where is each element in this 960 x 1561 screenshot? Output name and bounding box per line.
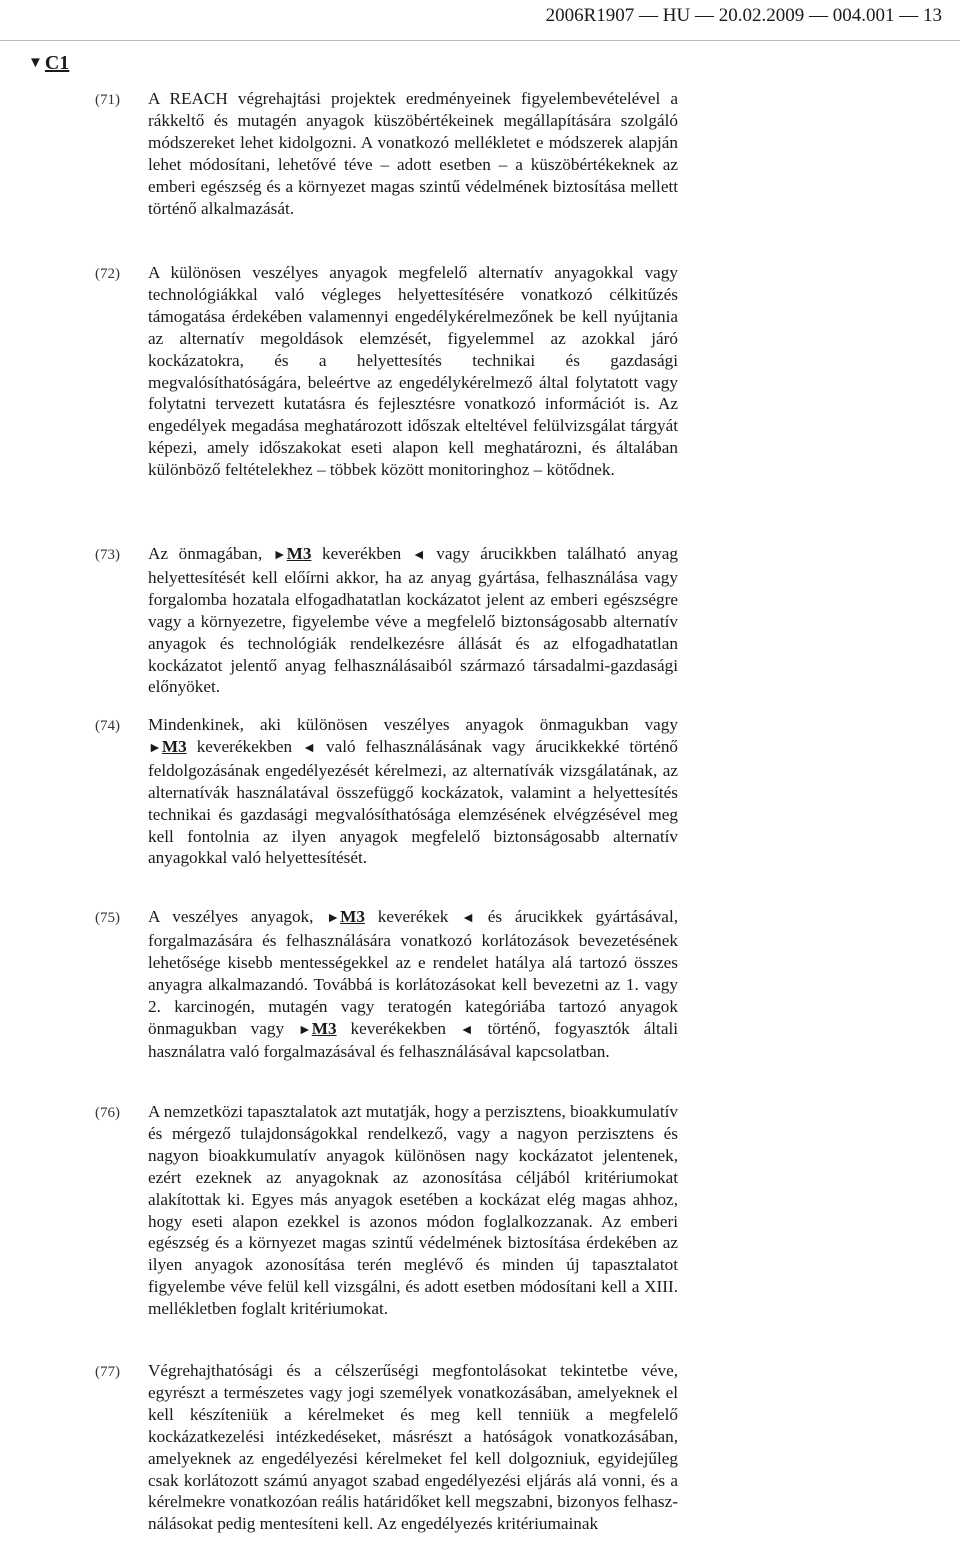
recital-text-segment: Mindenkinek, aki különösen veszélyes anyagok önmagukban vagy (148, 715, 678, 734)
recital-text (148, 906, 678, 1063)
recital-text (148, 88, 678, 219)
recital-number: (75) (95, 910, 120, 926)
amendment-end-icon: ◄ (461, 911, 475, 926)
recital-text-segment: A különösen veszélyes anyagok megfelelő alternatív anyagokkal vagy technológiákkal való végleges helyettesítésére vonatkozó célkitűzés támogatása érdekében valamennyi engedélykérelmezőnek be kell nyújtania az alternatív megoldások elemzését, figyelemmel az azokkal járó kockázatokra, és a helyettesítés technikai és gazdasági megvalósíthatóságára, beleértve az engedélykérelmező által folytatott vagy folytatni tervezett kutatásra és fejlesztésre vonatkozó információt is. Az engedélyek megadása meghatározott időszak elteltével felülvizsgálat tárgyát képezi, amely időszakokat eseti alapon kell meghatározni, és általában különböző feltételekhez – többek között monitoringhoz – kötődnek. (148, 263, 678, 480)
recital-text-segment: A veszélyes anyagok, (148, 907, 327, 926)
amendment-reference: M3 (340, 907, 365, 926)
amendment-reference: M3 (161, 736, 187, 756)
recital-number: (77) (95, 1364, 120, 1380)
recital-text (148, 262, 678, 481)
recital-text-segment: való felhasználásának vagy árucikkekké történő feldolgozásának engedélyezését kérelmezi, az alternatívák vizsgálatának, az alternatívák használatával összefüggő kockázatok, valamint a helyettesítés technikai és gazdasági megvalósíthatósága elemzésének elvégzésével meg kell fontolnia az ilyen anyagok megfelelő biztonságosabb alternatív anyagokkal való helyettesítését. (148, 736, 679, 868)
amendment-start-icon: ► (297, 1022, 312, 1038)
recital-text (148, 714, 678, 869)
amendment-reference: M3 (286, 544, 312, 563)
amendment-start-icon: ► (272, 548, 287, 563)
amendment-start-icon: ► (326, 911, 341, 926)
amendment-insert (148, 737, 316, 756)
amendment-start-icon: ► (148, 740, 162, 756)
amendment-insert (326, 907, 475, 926)
amended-text: keverékekben (196, 736, 293, 756)
recital-text-segment: A nemzetközi tapasztalatok azt mutatják, hogy a perzisztens, bioakkumulatív és mérgező tulajdonságokkal rendelkező, vagy a nagyon perzisztens és nagyon bioakkumulatív anyagok különösen nagy kockázatot jelentenek, ezért ezeknek az anyagoknak az azonosítása céljából kritériumokat alakítottak ki. Egyes más anyagok esetében a kockázat elég magas ahhoz, hogy eseti alapon ezekkel is azonos módon foglalkozzanak. Az emberi egészség és a környezet magas szintű védelmének biztosítása érdekében az ilyen anyagok azonosítása terén meglévő és minden új tapasztalatot figyelembe véve felül kell vizsgálni, és adott esetben módosítani kell a XIII. mellékletben foglalt kritériumokat. (148, 1102, 678, 1319)
amendment-reference: M3 (311, 1018, 337, 1038)
correction-code: C1 (44, 52, 70, 74)
amendment-end-icon: ◄ (459, 1022, 474, 1038)
recital-number: (71) (95, 92, 120, 108)
recital-number: (76) (95, 1105, 120, 1121)
recital-text (148, 543, 678, 698)
amended-text: keverékek (377, 907, 449, 926)
recital-text-segment: történő, fogyasztók általi használatra való forgalmazásával és felhasználásával kapcsolatban. (148, 1018, 679, 1062)
recital-number: (73) (95, 547, 120, 563)
recital-text-segment: A REACH végrehajtási projektek eredményeinek figyelembevételével a rákkeltő és mutagén anyagok küszöbértékeinek megállapítására szolgáló módszereket lehet kidolgozni. A vonatkozó mellékletet e módszerek alapján lehet módosítani, lehetővé téve – adott esetben – a küszöbértékeknek az emberi egészség és a környezet magas szintű védelmének biztosítása mellett történő alkalmazását. (148, 89, 678, 218)
amended-text: keverékben (322, 544, 402, 563)
amendment-end-icon: ◄ (302, 740, 316, 756)
recital-text-segment: Végrehajthatósági és a célszerűségi megfontolásokat tekintetbe véve, egyrészt a természetes vagy jogi személyek vonatkozásában, amelyeknek el kell készíteniük a kérelmeket és meg kell tenniük a megfelelő kockázatkezelési intézkedéseket, másrészt a hatóságok vonatkozásában, amelyeknek az engedélyezési kérelmeket fel kell dolgozniuk, egyidejűleg csak korlátozott számú anyagot szabad engedélyezési eljárás alá vonni, és a kérelmekre vonatkozóan reális határidőket kell megszabni, bizonyos felhasználásokat pedig mentesíteni kell. Az engedélyezés kritériumainak (148, 1361, 678, 1534)
document-header (0, 0, 960, 41)
amendment-end-icon: ◄ (411, 548, 426, 563)
recital-text-segment: vagy árucikkben található anyag helyettesítését kell előírni akkor, ha az anyag gyártása, felhasználása vagy forgalomba hozatala elfogadhatatlan kockázatot jelent az emberi egészségre vagy a környezetre, figyelembe véve a megfelelő biztonságosabb alternatív anyagok és technológiák rendelkezésre állását és az elfogadhatatlan kockázatot jelentő anyag felhasználásaiból származó társadalmi-gazdasági előnyöket. (148, 544, 679, 697)
triangle-down-icon: ▼ (28, 55, 43, 71)
recital-text-segment: Az önmagában, (148, 544, 273, 563)
recital-number: (72) (95, 266, 120, 282)
recital-text-segment: és árucikkek gyártásával, forgalmazására és felhasználására vonatkozó korlátozások bevezetésének lehetősége kisebb mentességekkel az e rendelet hatálya alá tartozó összes anyagra alkalmazandó. Továbbá is korlátozásokat kell bevezetni az 1. vagy 2. karcinogén, mutagén vagy teratogén kategóriába tartozó anyagok önmagukban vagy (148, 907, 679, 1038)
amendment-insert (273, 544, 426, 563)
amended-text: keverékekben (350, 1018, 446, 1038)
amendment-insert (298, 1019, 474, 1038)
document-reference: 2006R1907 — HU — 20.02.2009 — 004.001 — 13 (545, 5, 942, 26)
recital-text (148, 1101, 678, 1320)
recital-text (148, 1360, 678, 1535)
correction-marker (28, 52, 69, 75)
recital-number: (74) (95, 718, 120, 734)
